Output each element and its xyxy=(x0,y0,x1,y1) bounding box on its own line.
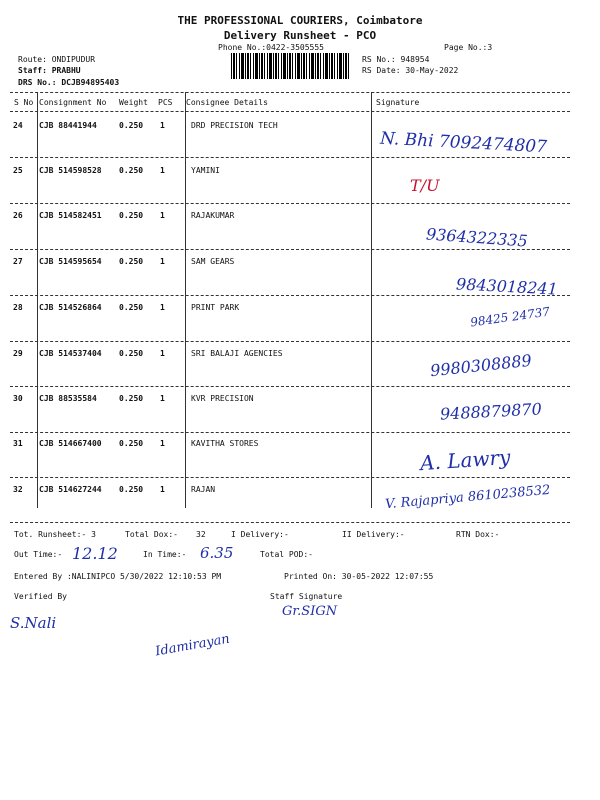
divider xyxy=(10,249,570,250)
divider xyxy=(10,341,570,342)
row-signature: 98425 24737 xyxy=(469,304,551,330)
row-sno: 29 xyxy=(13,349,23,358)
row-pcs: 1 xyxy=(160,394,165,403)
staff-signature-label: Staff Signature xyxy=(270,592,343,601)
row-sno: 25 xyxy=(13,166,23,175)
row-consignee: SAM GEARS xyxy=(191,257,235,266)
row-consignee: KVR PRECISION xyxy=(191,394,254,403)
total-dox-value: 32 xyxy=(196,530,206,539)
row-consignee: DRD PRECISION TECH xyxy=(191,121,278,130)
staff-signature: Gr.SIGN xyxy=(282,604,338,619)
row-consignee: RAJAKUMAR xyxy=(191,211,235,220)
row-weight: 0.250 xyxy=(119,166,144,175)
divider xyxy=(10,477,570,478)
route: Route: ONDIPUDUR xyxy=(18,55,96,64)
row-weight: 0.250 xyxy=(119,439,144,448)
divider xyxy=(10,203,570,204)
row-weight: 0.250 xyxy=(119,394,144,403)
page-number: Page No.:3 xyxy=(444,43,493,52)
row-pcs: 1 xyxy=(160,485,165,494)
ii-delivery: II Delivery:- xyxy=(342,530,405,539)
row-consignee: YAMINI xyxy=(191,166,220,175)
in-time-value: 6.35 xyxy=(200,544,234,562)
col-signature: Signature xyxy=(376,98,420,107)
row-consignment: CJB 88535584 xyxy=(39,394,97,403)
in-time-label: In Time:- xyxy=(143,550,187,559)
divider xyxy=(10,157,570,158)
rs-number: RS No.: 948954 xyxy=(362,55,430,64)
row-pcs: 1 xyxy=(160,349,165,358)
row-pcs: 1 xyxy=(160,439,165,448)
row-pcs: 1 xyxy=(160,257,165,266)
row-consignee: RAJAN xyxy=(191,485,216,494)
total-dox-label: Total Dox:- xyxy=(125,530,178,539)
row-consignment: CJB 514582451 xyxy=(39,211,102,220)
verified-signature: S.Nali xyxy=(10,614,57,632)
row-consignment: CJB 514595654 xyxy=(39,257,102,266)
printed-on: Printed On: 30-05-2022 12:07:55 xyxy=(284,572,434,581)
row-sno: 24 xyxy=(13,121,23,130)
row-consignment: CJB 514627244 xyxy=(39,485,102,494)
rtn-dox: RTN Dox:- xyxy=(456,530,500,539)
drs-number: DRS No.: DCJB94895403 xyxy=(18,78,120,87)
row-pcs: 1 xyxy=(160,211,165,220)
row-sno: 27 xyxy=(13,257,23,266)
row-signature: 9980308889 xyxy=(429,350,533,381)
row-sno: 28 xyxy=(13,303,23,312)
row-signature: V. Rajapriya 8610238532 xyxy=(384,482,551,513)
row-consignment: CJB 514537404 xyxy=(39,349,102,358)
divider xyxy=(10,92,570,93)
barcode xyxy=(231,53,351,79)
divider xyxy=(10,111,570,112)
row-sno: 32 xyxy=(13,485,23,494)
row-consignment: CJB 514667400 xyxy=(39,439,102,448)
row-weight: 0.250 xyxy=(119,349,144,358)
divider xyxy=(10,522,570,523)
divider xyxy=(10,386,570,387)
rs-date: RS Date: 30-May-2022 xyxy=(362,66,459,75)
phone-number: Phone No.:0422-3505555 xyxy=(218,43,324,52)
column-rule xyxy=(371,92,372,508)
row-pcs: 1 xyxy=(160,121,165,130)
row-weight: 0.250 xyxy=(119,121,144,130)
column-rule xyxy=(37,92,38,508)
row-signature: N. Bhi 7092474807 xyxy=(379,128,548,158)
total-pod: Total POD:- xyxy=(260,550,313,559)
row-consignment: CJB 88441944 xyxy=(39,121,97,130)
row-sno: 31 xyxy=(13,439,23,448)
i-delivery: I Delivery:- xyxy=(231,530,289,539)
row-weight: 0.250 xyxy=(119,485,144,494)
column-rule xyxy=(185,92,186,508)
row-consignment: CJB 514598528 xyxy=(39,166,102,175)
row-weight: 0.250 xyxy=(119,303,144,312)
row-consignee: SRI BALAJI AGENCIES xyxy=(191,349,283,358)
col-consignee: Consignee Details xyxy=(186,98,268,107)
row-sno: 26 xyxy=(13,211,23,220)
divider xyxy=(10,432,570,433)
row-pcs: 1 xyxy=(160,166,165,175)
out-time-label: Out Time:- xyxy=(14,550,63,559)
row-consignment: CJB 514526864 xyxy=(39,303,102,312)
row-weight: 0.250 xyxy=(119,257,144,266)
row-signature: A. Lawry xyxy=(419,444,512,476)
row-consignee: PRINT PARK xyxy=(191,303,240,312)
out-time-value: 12.12 xyxy=(72,544,118,563)
row-signature: 9364322335 xyxy=(425,224,529,251)
divider xyxy=(10,295,570,296)
row-signature: 9843018241 xyxy=(455,274,559,299)
row-signature: T/U xyxy=(410,176,440,195)
entered-by: Entered By :NALINIPCO 5/30/2022 12:10:53 PM xyxy=(14,572,222,581)
row-pcs: 1 xyxy=(160,303,165,312)
document-subtitle: Delivery Runsheet - PCO xyxy=(223,29,377,42)
col-weight: Weight xyxy=(119,98,148,107)
verified-by-label: Verified By xyxy=(14,592,67,601)
row-weight: 0.250 xyxy=(119,211,144,220)
handwritten-note: Idamirayan xyxy=(154,631,231,660)
total-runsheet: Tot. Runsheet:- 3 xyxy=(14,530,96,539)
staff: Staff: PRABHU xyxy=(18,66,81,75)
row-sno: 30 xyxy=(13,394,23,403)
row-signature: 9488879870 xyxy=(439,399,543,424)
col-consignment: Consignment No xyxy=(39,98,107,107)
row-consignee: KAVITHA STORES xyxy=(191,439,259,448)
col-pcs: PCS xyxy=(158,98,173,107)
company-title: THE PROFESSIONAL COURIERS, Coimbatore xyxy=(177,14,423,27)
col-sno: S No xyxy=(14,98,34,107)
